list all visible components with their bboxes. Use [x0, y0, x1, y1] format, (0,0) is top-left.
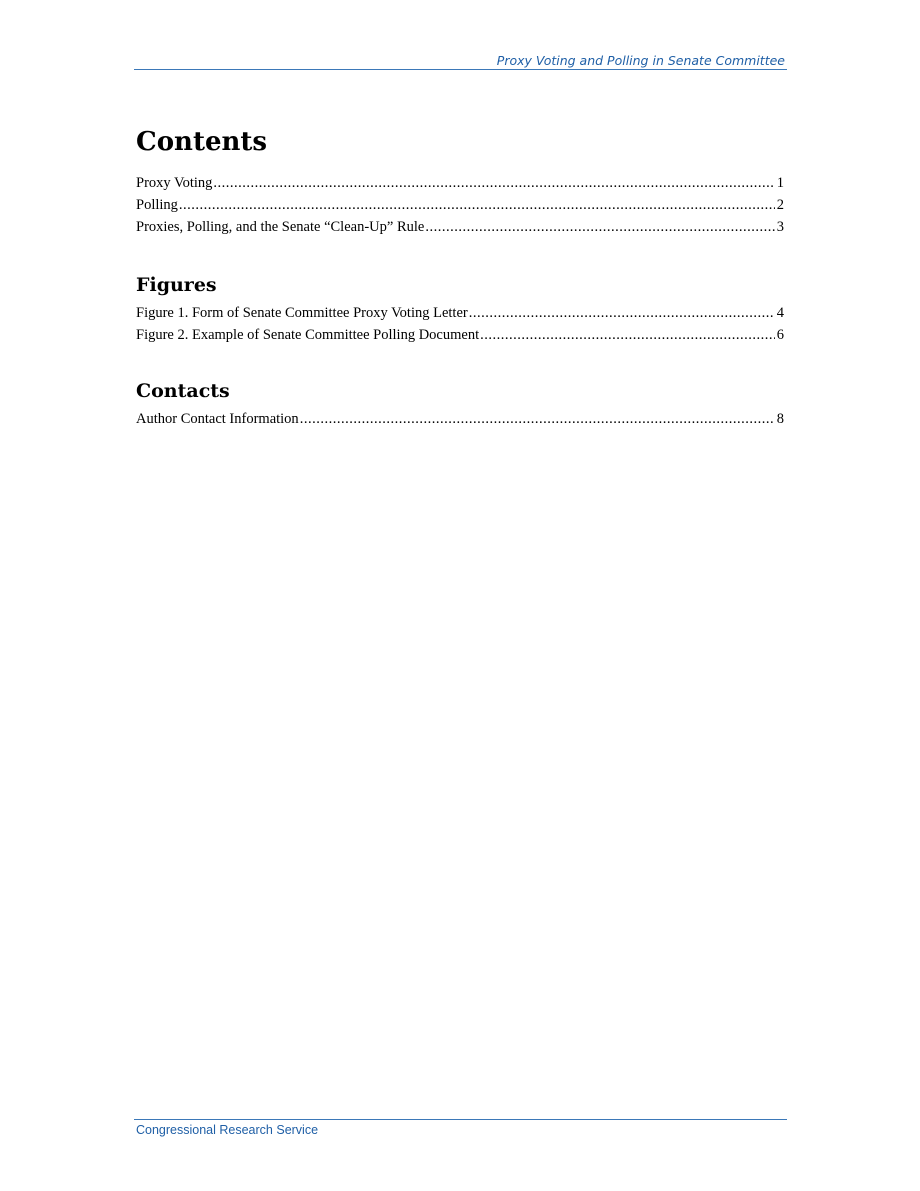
toc-entry-page: 6 — [776, 327, 784, 343]
toc-entry-figure-1[interactable] — [136, 302, 784, 324]
contacts-heading: Contacts — [136, 380, 230, 402]
toc-entry-text: Polling — [136, 197, 178, 213]
figures-heading: Figures — [136, 274, 217, 296]
figures-list — [136, 302, 784, 346]
toc-entry-page: 4 — [776, 305, 784, 321]
toc-leader-dots — [469, 302, 775, 324]
toc-entry-proxy-voting[interactable] — [136, 172, 784, 194]
toc-entry-figure-2[interactable] — [136, 324, 784, 346]
toc-entry-text: Author Contact Information — [136, 411, 299, 427]
contacts-list — [136, 408, 784, 430]
toc-entry-text: Figure 2. Example of Senate Committee Polling Document — [136, 327, 480, 343]
footer-publisher: Congressional Research Service — [136, 1123, 319, 1137]
spacer — [136, 346, 784, 378]
running-header — [134, 53, 787, 70]
spacer — [136, 238, 784, 272]
toc-entry-page: 8 — [776, 411, 784, 427]
toc-entry-page: 1 — [776, 175, 784, 191]
toc-entry-page: 2 — [776, 197, 784, 213]
toc-entry-polling[interactable] — [136, 194, 784, 216]
toc-leader-dots — [480, 324, 775, 346]
table-of-contents — [136, 122, 784, 430]
toc-entry-clean-up-rule[interactable] — [136, 216, 784, 238]
toc-entry-author-contact[interactable] — [136, 408, 784, 430]
contents-list — [136, 172, 784, 238]
toc-leader-dots — [179, 194, 775, 216]
toc-leader-dots — [300, 408, 775, 430]
contents-heading: Contents — [136, 127, 268, 157]
toc-leader-dots — [213, 172, 774, 194]
toc-leader-dots — [425, 216, 774, 238]
toc-entry-page: 3 — [776, 219, 784, 235]
toc-entry-text: Figure 1. Form of Senate Committee Proxy Voting Letter — [136, 305, 468, 321]
toc-entry-text: Proxies, Polling, and the Senate “Clean-Up” Rule — [136, 219, 425, 235]
toc-entry-text: Proxy Voting — [136, 175, 213, 191]
running-header-title: Proxy Voting and Polling in Senate Committee — [496, 53, 785, 68]
running-footer — [134, 1119, 787, 1140]
